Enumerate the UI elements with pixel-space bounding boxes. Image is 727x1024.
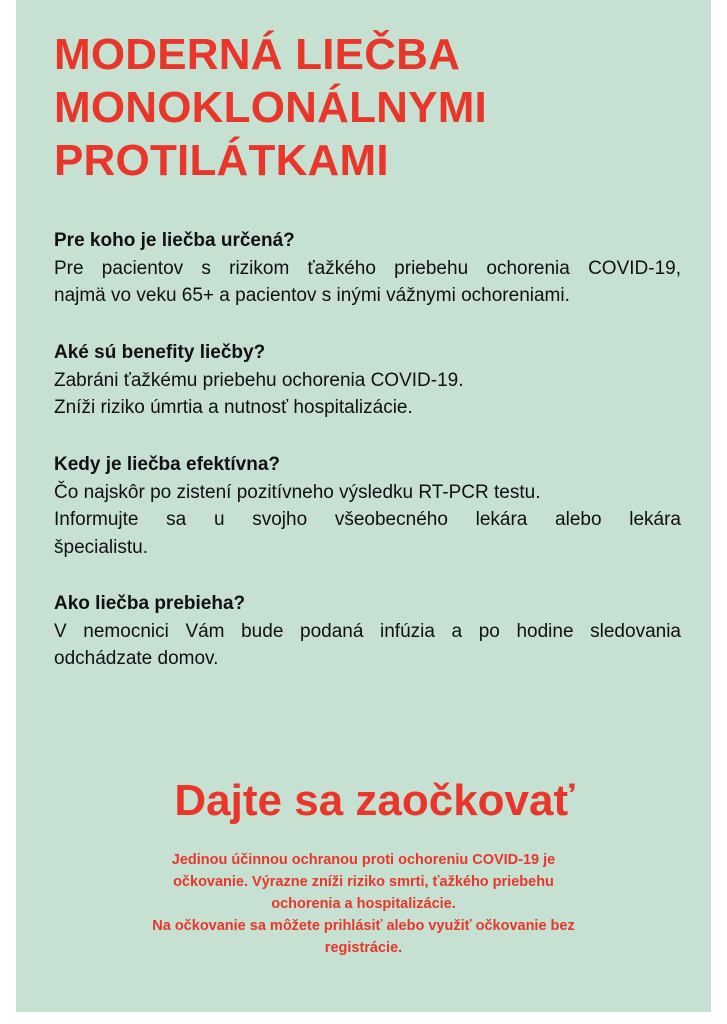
answer-line: odchádzate domov. (54, 648, 219, 669)
section-question: Pre koho je liečba určená? (54, 230, 295, 251)
answer-line: Zabráni ťažkému priebehu ochorenia COVID-19. (54, 369, 464, 391)
callout-text (16, 849, 711, 959)
section-target-group (54, 227, 681, 310)
section-procedure (54, 590, 681, 673)
callout-line: Na očkovanie sa môžete prihlásiť alebo využiť očkovanie bez (152, 918, 575, 934)
poster (16, 0, 711, 1012)
poster-title (54, 28, 487, 187)
section-answer (54, 618, 681, 673)
answer-line: Pre pacientov s rizikom ťažkého priebehu ochorenia COVID-19, (54, 257, 681, 279)
title-line: PROTILÁTKAMI (54, 136, 389, 185)
vaccination-callout (16, 775, 711, 959)
section-answer (54, 255, 681, 310)
callout-title: Dajte sa zaočkovať (174, 776, 575, 825)
callout-line: Jedinou účinnou ochranou proti ochoreniu COVID-19 je (171, 852, 556, 868)
callout-line: očkovanie. Výrazne zníži riziko smrti, ťažkého priebehu (173, 874, 554, 890)
section-effectiveness (54, 451, 681, 561)
callout-line: registrácie. (324, 940, 403, 956)
section-question: Aké sú benefity liečby? (54, 342, 266, 363)
callout-line: ochorenia a hospitalizácie. (271, 896, 456, 912)
section-answer (54, 479, 681, 562)
title-line: MODERNÁ LIEČBA (54, 30, 461, 79)
answer-line: Zníži riziko úmrtia a nutnosť hospitalizácie. (54, 397, 413, 418)
answer-line: špecialistu. (54, 536, 148, 558)
answer-line: Čo najskôr po zistení pozitívneho výsledku RT-PCR testu. (54, 481, 541, 503)
section-answer (54, 367, 681, 422)
title-line: MONOKLONÁLNYMI (54, 83, 487, 132)
section-benefits (54, 339, 681, 422)
answer-line: najmä vo veku 65+ a pacientov s inými vážnymi ochoreniami. (54, 285, 570, 306)
answer-line: V nemocnici Vám bude podaná infúzia a po hodine sledovania (54, 620, 681, 642)
section-question: Kedy je liečba efektívna? (54, 454, 280, 475)
answer-line: Informujte sa u svojho všeobecného lekára alebo lekára (54, 509, 681, 530)
section-question: Ako liečba prebieha? (54, 593, 246, 614)
